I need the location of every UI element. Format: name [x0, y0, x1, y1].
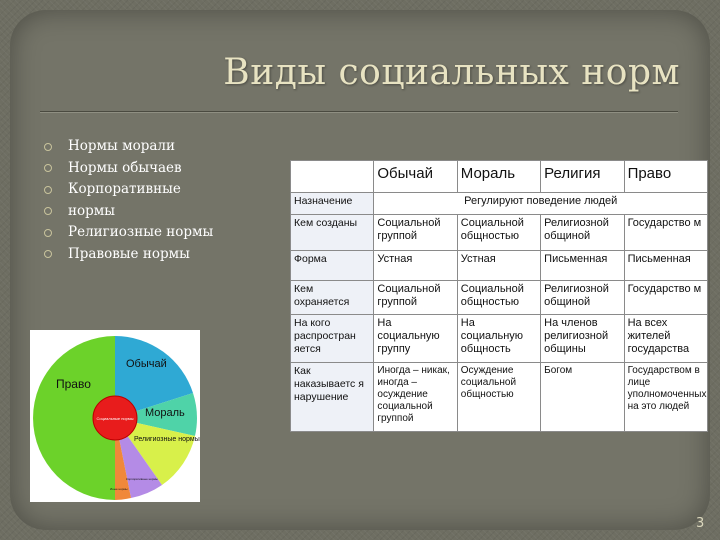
table-cell: Иногда – никак, иногда – осуждение социальной группой: [374, 363, 457, 432]
bullet-text: Религиозные нормы: [68, 224, 214, 240]
table-row: [291, 315, 708, 363]
bullet-dot-icon: [44, 250, 52, 258]
table-header-cell: Обычай: [374, 161, 457, 193]
bullet-item: [44, 244, 213, 266]
pie-label-corporate: Корпоративные нормы: [126, 477, 158, 481]
table-row: [291, 281, 708, 315]
table-cell: Устная: [374, 251, 457, 281]
table-cell: Социальной группой: [374, 215, 457, 251]
table-header-cell: Религия: [541, 161, 624, 193]
table-cell: На членов религиозной общины: [541, 315, 624, 363]
bullet-text: Правовые нормы: [68, 245, 190, 262]
table-header-cell: Мораль: [457, 161, 540, 193]
table-cell: Устная: [457, 251, 540, 281]
page-number: 3: [696, 516, 705, 531]
row-label: Как наказываетс я нарушение: [291, 363, 374, 432]
table-cell: Государство м: [624, 281, 707, 315]
pie-label-moral: Мораль: [145, 407, 185, 419]
table-row: [291, 251, 708, 281]
table-row: [291, 193, 708, 215]
row-label: Кем созданы: [291, 215, 374, 251]
table-cell: Осуждение социальной общностью: [457, 363, 540, 432]
bullet-item: [44, 158, 213, 180]
pie-label-religious: [134, 436, 200, 443]
table-cell: На социальную группу: [374, 315, 457, 363]
bullet-dot-icon: [44, 229, 52, 237]
pie-svg: [30, 330, 200, 502]
bullet-dot-icon: [44, 186, 52, 194]
norms-pie-diagram: [30, 330, 200, 502]
bullet-text: нормы: [68, 202, 116, 219]
table-cell: На социальную общность: [457, 315, 540, 363]
title-divider-highlight: [40, 112, 678, 113]
table-cell: Государством в лице уполномоченных на это людей: [624, 363, 707, 432]
row-label: На кого распростран яется: [291, 315, 374, 363]
table-cell: Социальной общностью: [457, 281, 540, 315]
comparison-table: [290, 160, 708, 432]
table-header-corner: [291, 161, 374, 193]
bullet-item: [44, 136, 213, 158]
pie-center-label: Социальные нормы: [96, 416, 134, 421]
table-cell: Религиозной общиной: [541, 281, 624, 315]
bullet-text: Нормы обычаев: [68, 159, 182, 176]
pie-label-religious-text: Религиозные нормы: [134, 436, 200, 443]
pie-label-other: Иные нормы: [110, 487, 128, 491]
bullet-dot-icon: [44, 143, 52, 151]
bullet-list: [44, 136, 213, 265]
table-cell: Государство м: [624, 215, 707, 251]
pie-label-pravo: Право: [56, 377, 91, 391]
slide-title: Виды социальных норм: [223, 52, 680, 93]
bullet-text: Корпоративные: [68, 181, 181, 197]
bullet-item: [44, 222, 213, 244]
table-row: [291, 363, 708, 432]
bullet-dot-icon: [44, 164, 52, 172]
row-label: Назначение: [291, 193, 374, 215]
table-cell: Социальной общностью: [457, 215, 540, 251]
bullet-item: [44, 179, 213, 201]
pie-label-obychay: Обычай: [126, 358, 167, 370]
row-label: Кем охраняется: [291, 281, 374, 315]
table-cell: Богом: [541, 363, 624, 432]
bullet-text: Нормы морали: [68, 138, 175, 154]
table-cell: Социальной группой: [374, 281, 457, 315]
bullet-item: [44, 201, 213, 223]
table-row: [291, 215, 708, 251]
table-cell: Религиозной общиной: [541, 215, 624, 251]
table-header-row: [291, 161, 708, 193]
row-label: Форма: [291, 251, 374, 281]
merged-cell: Регулируют поведение людей: [374, 193, 708, 215]
table-cell: На всех жителей государства: [624, 315, 707, 363]
table-header-cell: Право: [624, 161, 707, 193]
norms-comparison-table: [290, 160, 708, 432]
table-cell: Письменная: [624, 251, 707, 281]
table-cell: Письменная: [541, 251, 624, 281]
bullet-dot-icon: [44, 207, 52, 215]
